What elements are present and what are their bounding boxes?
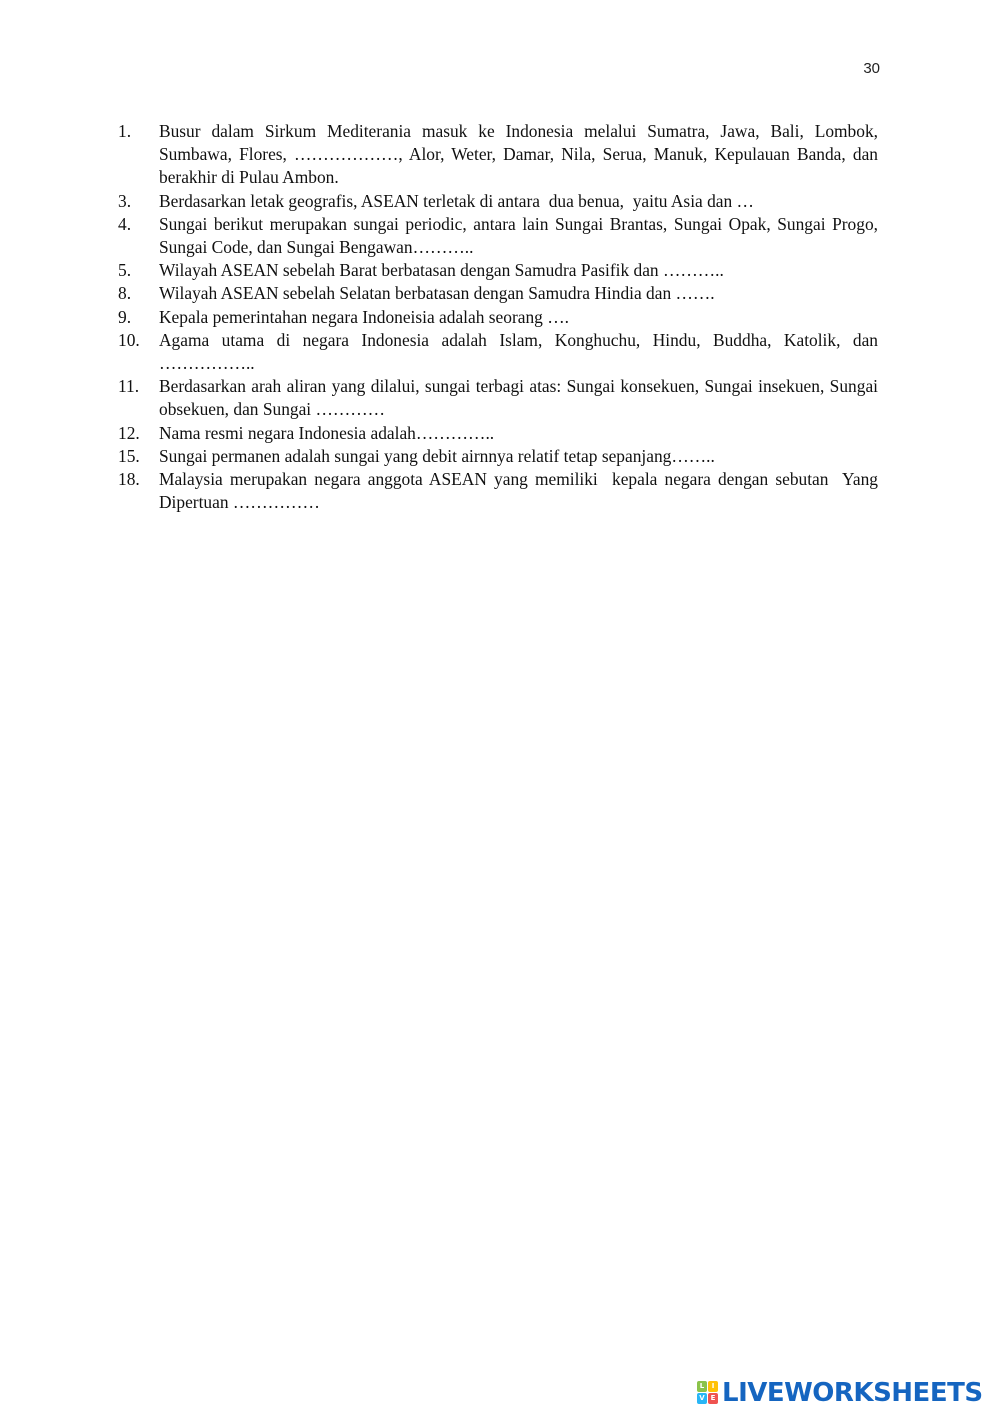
list-item	[118, 213, 883, 259]
question-number: 1.	[118, 121, 132, 141]
logo-tile: I	[708, 1381, 718, 1392]
question-number: 10.	[118, 329, 140, 350]
question-text: Kepala pemerintahan negara Indoneisia adalah seorang ….	[159, 306, 569, 327]
question-text: Sungai berikut merupakan sungai periodic, antara lain Sungai Brantas, Sungai Opak, Sungai Progo, Sungai Code, dan Sungai Bengawan………..	[159, 213, 883, 258]
list-item	[118, 422, 878, 445]
list-item	[118, 468, 883, 514]
question-number: 5.	[118, 260, 132, 281]
question-text: Sungai permanen adalah sungai yang debit airnnya relatif tetap sepanjang……..	[159, 445, 715, 466]
page-number: 30	[863, 60, 880, 77]
question-number: 4.	[118, 213, 132, 234]
question-number: 8.	[118, 283, 132, 304]
question-text: Malaysia merupakan negara anggota ASEAN yang memiliki kepala negara dengan sebutan Yang Dipertuan ……………	[159, 469, 883, 513]
logo-tile: V	[697, 1393, 707, 1404]
list-item	[118, 329, 883, 375]
list-item	[118, 190, 878, 213]
question-number: 11.	[118, 376, 140, 397]
liveworksheets-logo	[697, 1378, 983, 1408]
question-list	[118, 120, 883, 514]
question-text: Wilayah ASEAN sebelah Selatan berbatasan dengan Samudra Hindia dan …….	[159, 283, 715, 304]
question-number: 12.	[118, 422, 140, 443]
list-item	[118, 445, 878, 468]
list-item	[118, 306, 878, 329]
question-text: Berdasarkan letak geografis, ASEAN terletak di antara dua benua, yaitu Asia dan …	[159, 190, 754, 211]
question-text: Agama utama di negara Indonesia adalah Islam, Konghuchu, Hindu, Buddha, Katolik, dan ……………..	[159, 329, 883, 374]
question-number: 15.	[118, 445, 140, 466]
liveworksheets-logo-icon	[697, 1381, 719, 1405]
liveworksheets-wordmark: LIVEWORKSHEETS	[722, 1378, 983, 1408]
question-text: Wilayah ASEAN sebelah Barat berbatasan dengan Samudra Pasifik dan ………..	[159, 260, 724, 281]
list-item	[118, 282, 878, 305]
question-number: 3.	[118, 190, 132, 211]
list-item	[118, 120, 883, 190]
question-text: Berdasarkan arah aliran yang dilalui, sungai terbagi atas: Sungai konsekuen, Sungai insekuen, Sungai obsekuen, dan Sungai …………	[159, 376, 883, 420]
question-text: Busur dalam Sirkum Mediterania masuk ke Indonesia melalui Sumatra, Jawa, Bali, Lombok, Sumbawa, Flores, ………………, Alor, Weter, Damar, Nila, Serua, Manuk, Kepulauan Banda, dan berakhir di Pulau Ambon.	[159, 121, 883, 188]
question-text: Nama resmi negara Indonesia adalah…………..	[159, 422, 495, 443]
question-number: 9.	[118, 306, 132, 327]
list-item	[118, 375, 883, 421]
list-item	[118, 259, 878, 282]
logo-tile: L	[697, 1381, 707, 1392]
logo-tile: E	[708, 1393, 718, 1404]
question-number: 18.	[118, 469, 140, 490]
